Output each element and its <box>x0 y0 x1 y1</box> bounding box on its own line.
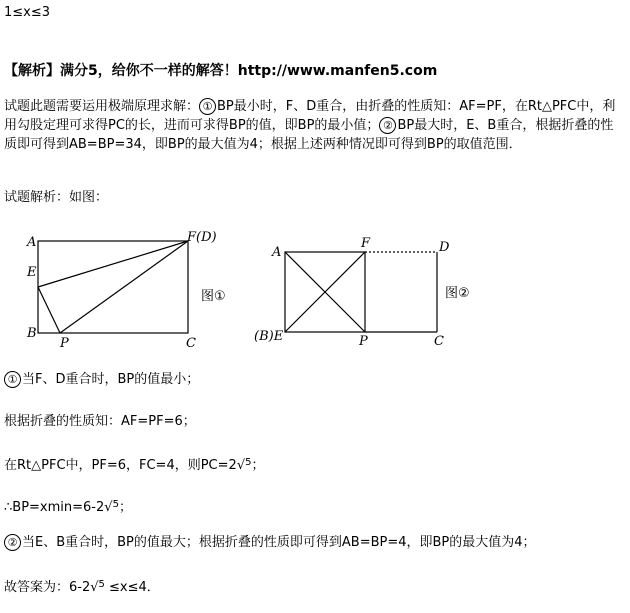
step-1-text: 当F、D重合时，BP的值最小； <box>22 372 200 387</box>
figure-1-line-p-fd <box>60 241 188 333</box>
analysis-text-3: BP最大时，E、B重合，根据折叠的性质即可得到AB=BP=34，即BP的最大值为4；根据上述两种情况即可得到BP的取值范围． <box>4 118 614 152</box>
figure-1-label-fd: F(D) <box>187 230 217 245</box>
figure-1-caption: 图① <box>201 289 226 304</box>
circled-two-marker: ② <box>379 117 396 134</box>
step-4-suffix: ； <box>118 500 132 515</box>
final-answer <box>4 575 160 598</box>
answer-line: 1≤x≤3 <box>4 5 51 20</box>
figure-1 <box>0 226 260 350</box>
circled-one-marker: ① <box>199 98 216 115</box>
solution-intro: 试题解析：如图： <box>4 190 109 205</box>
step-3-text: 在Rt△PFC中，PF=6，FC=4，则PC=2 <box>4 458 237 473</box>
analysis-paragraph <box>4 97 626 154</box>
figure-1-label-a: A <box>27 235 37 250</box>
analysis-header: 【解析】满分5，给你不一样的解答！http://www.manfen5.com <box>4 63 438 79</box>
figure-1-rectangle <box>38 241 188 333</box>
sqrt-symbol: √ <box>104 500 113 515</box>
final-answer-suffix: ≤x≤4． <box>104 580 160 595</box>
step-3-suffix: ； <box>251 458 265 473</box>
step-5 <box>4 533 536 553</box>
step-4-text: ∴BP=xmin=6-2 <box>4 500 105 515</box>
step-3-radicand: 5 <box>245 457 252 468</box>
figure-2-label-p: P <box>359 334 368 349</box>
sqrt-symbol: √ <box>90 580 99 595</box>
figure-2 <box>250 226 480 350</box>
circled-two-marker: ② <box>4 534 21 551</box>
figure-2-label-be: (B)E <box>254 329 284 344</box>
analysis-text-1: 试题此题需要运用极端原理求解： <box>4 99 200 114</box>
figure-1-label-p: P <box>60 336 69 350</box>
figure-1-label-e: E <box>27 265 37 280</box>
step-3 <box>4 453 265 476</box>
figure-2-caption: 图② <box>445 286 470 301</box>
figure-1-label-c: C <box>186 336 196 350</box>
final-answer-text: 故答案为：6-2 <box>4 580 91 595</box>
figure-2-label-c: C <box>434 334 444 349</box>
figure-1-line-e-p <box>38 287 60 333</box>
sqrt-symbol: √ <box>236 458 246 473</box>
step-2: 根据折叠的性质知：AF=PF=6； <box>4 414 196 429</box>
figure-2-label-d: D <box>439 240 450 255</box>
step-5-text: 当E、B重合时，BP的值最大；根据折叠的性质即可得到AB=BP=4，即BP的最大值为4； <box>22 535 536 550</box>
step-4-radicand: 5 <box>112 499 119 510</box>
step-1 <box>4 370 199 390</box>
circled-one-marker: ① <box>4 371 21 388</box>
analysis-text-2: BP最小时，F、D重合，由折叠的性质知：AF=PF，在Rt△PFC中，利用勾股定理可求得PC的长，进而可求得BP的值，即BP的最小值； <box>4 99 616 133</box>
figure-1-label-b: B <box>27 326 37 341</box>
figure-1-line-e-fd <box>38 241 188 287</box>
final-answer-radicand: 5 <box>98 579 105 590</box>
figure-2-label-a: A <box>272 245 282 260</box>
figure-2-label-f: F <box>361 236 371 251</box>
step-4 <box>4 495 132 518</box>
